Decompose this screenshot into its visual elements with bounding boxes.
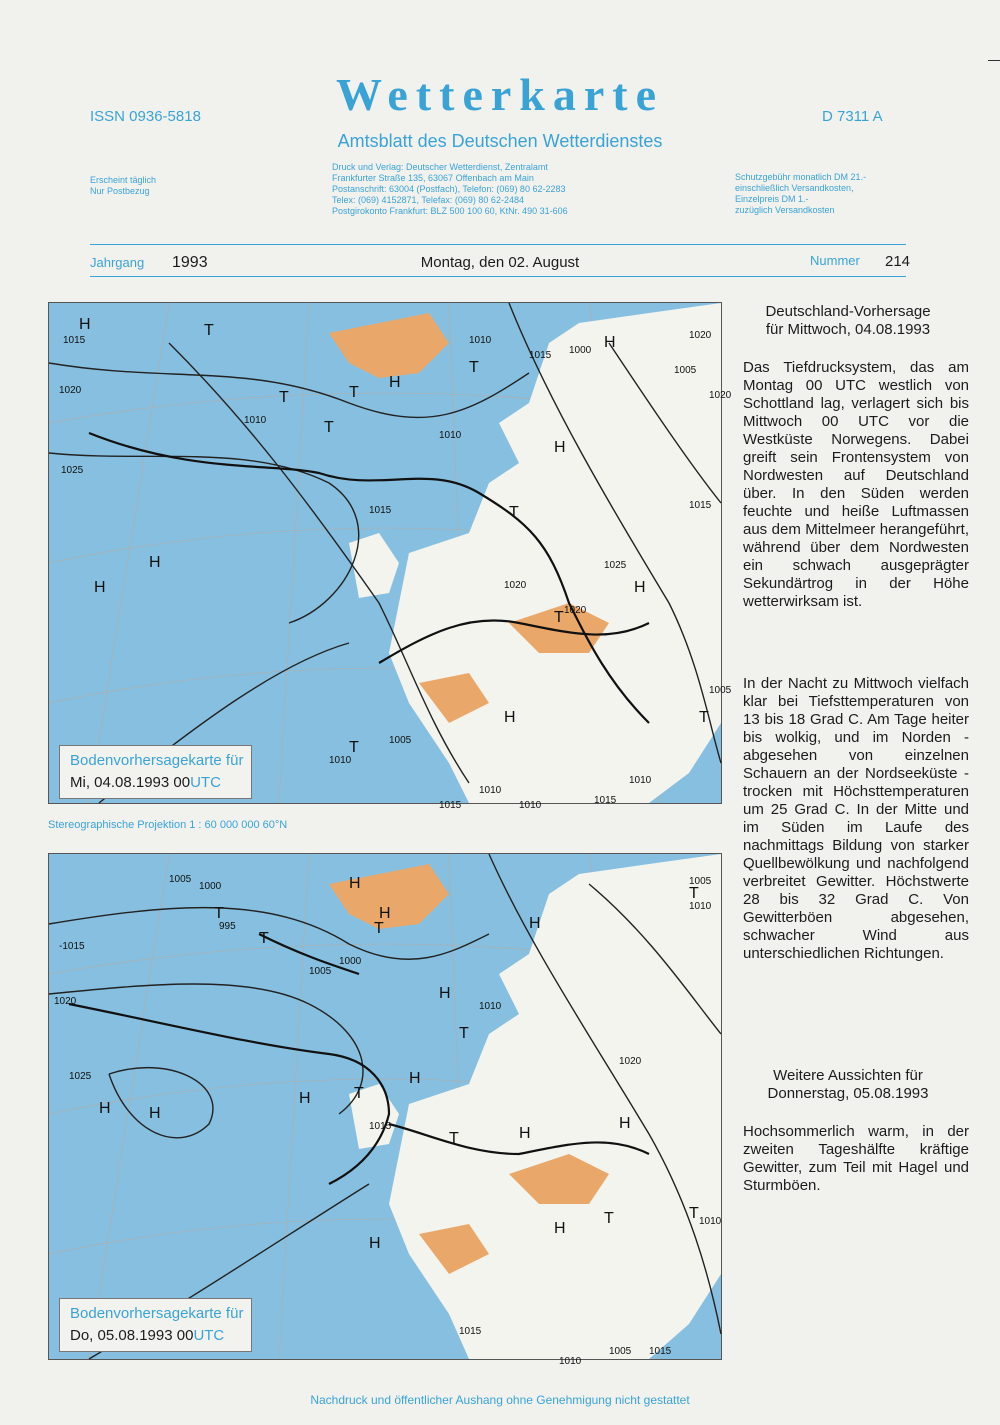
year-label: Jahrgang <box>90 255 145 270</box>
outlook-heading <box>738 1067 958 1103</box>
high-pressure-label: H <box>349 875 361 892</box>
map-caption <box>59 745 252 799</box>
high-pressure-label: H <box>99 1100 111 1117</box>
low-pressure-label: T <box>214 905 224 922</box>
isobar-label: 1005 <box>169 874 192 885</box>
outlook-heading-line: Donnerstag, 05.08.1993 <box>767 1085 929 1102</box>
year-value: 1993 <box>172 254 208 271</box>
isobar-label: 1020 <box>564 605 587 616</box>
forecast-map-wednesday <box>48 302 732 811</box>
high-pressure-label: H <box>554 1220 566 1237</box>
map-caption-datetime: Do, 05.08.1993 00 <box>70 1327 194 1344</box>
forecast-heading-line: Deutschland-Vorhersage <box>765 303 931 320</box>
isobar-label: 1025 <box>69 1071 92 1082</box>
map-caption <box>59 1298 252 1352</box>
weather-map-graphic <box>49 303 732 811</box>
isobar-label: 1020 <box>689 330 712 341</box>
isobar-label: 1000 <box>339 956 362 967</box>
isobar-label: 1010 <box>629 775 652 786</box>
isobar-label: 1010 <box>439 430 462 441</box>
low-pressure-label: T <box>699 709 709 726</box>
print-info-line: Frankfurter Straße 135, 63067 Offenbach am Main <box>332 173 534 183</box>
divider-top <box>90 244 906 245</box>
isobar-label: 1015 <box>649 1346 672 1357</box>
publication-note <box>90 175 156 197</box>
forecast-map-thursday <box>48 853 722 1367</box>
isobar-label: 1010 <box>469 335 492 346</box>
newspaper-title: Wetterkarte <box>335 69 665 120</box>
outlook-paragraph: Hochsommerlich warm, in der zweiten Tageshälfte kräftige Gewitter, zum Teil mit Hagel und Sturmböen. <box>743 1123 969 1194</box>
isobar-label: 1005 <box>389 735 412 746</box>
high-pressure-label: H <box>389 374 401 391</box>
print-info <box>332 162 568 217</box>
forecast-paragraph-synoptic: Das Tiefdrucksystem, das am Montag 00 UTC westlich von Schottland lag, verlagert sich bis Mittwoch 00 UTC vor die Westküste Norwegens. Dabei greift sein Frontensystem von Nordwesten auf Deutschland über. In den Süden werden feuchte und heiße Luftmassen aus dem Mittelmeer herangeführt, während über dem Nordwesten ein schwach ausgeprägter Sekundärtrog in der Höhe wetterwirksam ist. <box>743 359 969 610</box>
fee-info-line: Einzelpreis DM 1.- <box>735 194 809 204</box>
isobar-label: 1020 <box>619 1056 642 1067</box>
isobar-label: 995 <box>219 921 236 932</box>
high-pressure-label: H <box>94 579 106 596</box>
number-label: Nummer <box>810 253 860 268</box>
high-pressure-label: H <box>634 579 646 596</box>
high-pressure-label: H <box>79 316 91 333</box>
isobar-label: 1010 <box>689 901 712 912</box>
low-pressure-label: T <box>259 930 269 947</box>
fee-info-line: zuzüglich Versandkosten <box>735 205 835 215</box>
fee-info-line: Schutzgebühr monatlich DM 21.- <box>735 172 867 182</box>
isobar-label: 1020 <box>54 996 77 1007</box>
issn: ISSN 0936-5818 <box>90 108 201 125</box>
publication-note-line: Nur Postbezug <box>90 186 150 196</box>
low-pressure-label: T <box>204 322 214 339</box>
low-pressure-label: T <box>349 739 359 756</box>
isobar-label: 1015 <box>459 1326 482 1337</box>
low-pressure-label: T <box>469 359 479 376</box>
high-pressure-label: H <box>619 1115 631 1132</box>
isobar-label: 1005 <box>674 365 697 376</box>
low-pressure-label: T <box>689 885 699 902</box>
isobar-label: 1015 <box>369 505 392 516</box>
low-pressure-label: T <box>459 1025 469 1042</box>
fee-info <box>735 172 866 216</box>
isobar-label: 1010 <box>559 1356 582 1367</box>
low-pressure-label: T <box>354 1085 364 1102</box>
map-caption-utc: UTC <box>193 1327 225 1344</box>
isobar-label: 1015 <box>689 500 712 511</box>
isobar-label: 1005 <box>689 876 712 887</box>
low-pressure-label: T <box>279 389 289 406</box>
high-pressure-label: H <box>529 915 541 932</box>
isobar-label: 1015 <box>63 335 86 346</box>
isobar-label: 1010 <box>519 800 542 811</box>
high-pressure-label: H <box>554 439 566 456</box>
isobar-label: 1010 <box>699 1216 722 1227</box>
map-caption-datetime: Mi, 04.08.1993 00 <box>70 774 191 791</box>
low-pressure-label: T <box>324 419 334 436</box>
isobar-label: 1020 <box>709 390 732 401</box>
publication-note-line: Erscheint täglich <box>90 175 157 185</box>
high-pressure-label: H <box>439 985 451 1002</box>
high-pressure-label: H <box>519 1125 531 1142</box>
map-caption-date <box>70 771 243 794</box>
high-pressure-label: H <box>149 1105 161 1122</box>
issue-number: 214 <box>885 253 911 270</box>
isobar-label: 1015 <box>439 800 462 811</box>
print-info-line: Postgirokonto Frankfurt: BLZ 500 100 60, KtNr. 490 31-606 <box>332 206 568 216</box>
forecast-paragraph-weather: In der Nacht zu Mittwoch vielfach klar bei Tiefsttemperaturen von 13 bis 18 Grad C. Am Tage heiter bis wolkig, und im Norden - abgesehen von einzelnen Schauern an der Nordseeküste - trocken mit Höchsttemperaturen um 25 Grad C. In der Mitte und im Süden im Laufe des nachmittags Bildung von starker Quellbewölkung und nachfolgend verbreitet Gewitter. Höchstwerte 28 bis 32 Grad C. Von Gewitterböen abgesehen, schwacher Wind aus unterschiedlichen Richtungen. <box>743 675 969 962</box>
low-pressure-label: T <box>554 609 564 626</box>
isobar-label: 1000 <box>199 881 222 892</box>
crop-mark <box>988 60 1000 61</box>
print-info-line: Druck und Verlag: Deutscher Wetterdienst, Zentralamt <box>332 162 548 172</box>
fee-info-line: einschließlich Versandkosten, <box>735 183 854 193</box>
isobar-label: 1005 <box>709 685 732 696</box>
reprint-notice: Nachdruck und öffentlicher Aushang ohne Genehmigung nicht gestattet <box>310 1393 690 1407</box>
forecast-heading <box>738 303 958 339</box>
map-caption-title: Bodenvorhersagekarte für <box>70 1305 244 1322</box>
isobar-label: -1015 <box>59 941 85 952</box>
postal-code: D 7311 A <box>822 108 883 125</box>
low-pressure-label: T <box>349 384 359 401</box>
newspaper-subtitle: Amtsblatt des Deutschen Wetterdienstes <box>337 131 663 151</box>
isobar-label: 1015 <box>594 795 617 806</box>
low-pressure-label: T <box>689 1205 699 1222</box>
print-info-line: Telex: (069) 4152871, Telefax: (069) 80 62-2484 <box>332 195 524 205</box>
weather-map-graphic <box>49 854 722 1367</box>
low-pressure-label: T <box>604 1210 614 1227</box>
print-info-line: Postanschrift: 63004 (Postfach), Telefon: (069) 80 62-2283 <box>332 184 566 194</box>
isobar-label: 1015 <box>369 1121 392 1132</box>
isobar-label: 1000 <box>569 345 592 356</box>
isobar-label: 1020 <box>504 580 527 591</box>
low-pressure-label: T <box>509 504 519 521</box>
divider-bottom <box>90 276 906 277</box>
low-pressure-label: T <box>449 1130 459 1147</box>
isobar-label: 1005 <box>309 966 332 977</box>
high-pressure-label: H <box>369 1235 381 1252</box>
isobar-label: 1010 <box>244 415 267 426</box>
forecast-heading-line: für Mittwoch, 04.08.1993 <box>765 321 931 338</box>
isobar-label: 1020 <box>59 385 82 396</box>
outlook-heading-line: Weitere Aussichten für <box>773 1067 923 1084</box>
map-caption-title: Bodenvorhersagekarte für <box>70 752 244 769</box>
high-pressure-label: H <box>409 1070 421 1087</box>
isobar-label: 1005 <box>609 1346 632 1357</box>
high-pressure-label: H <box>604 334 616 351</box>
low-pressure-label: T <box>374 920 384 937</box>
map-caption-date <box>70 1324 243 1347</box>
high-pressure-label: H <box>379 905 391 922</box>
isobar-label: 1025 <box>61 465 84 476</box>
high-pressure-label: H <box>149 554 161 571</box>
isobar-label: 1025 <box>604 560 627 571</box>
isobar-label: 1010 <box>479 1001 502 1012</box>
projection-note: Stereographische Projektion 1 : 60 000 000 60°N <box>48 819 288 831</box>
isobar-label: 1015 <box>529 350 552 361</box>
map-caption-utc: UTC <box>190 774 221 791</box>
issue-date: Montag, den 02. August <box>420 254 580 271</box>
high-pressure-label: H <box>504 709 516 726</box>
isobar-label: 1010 <box>329 755 352 766</box>
isobar-label: 1010 <box>479 785 502 796</box>
high-pressure-label: H <box>299 1090 311 1107</box>
